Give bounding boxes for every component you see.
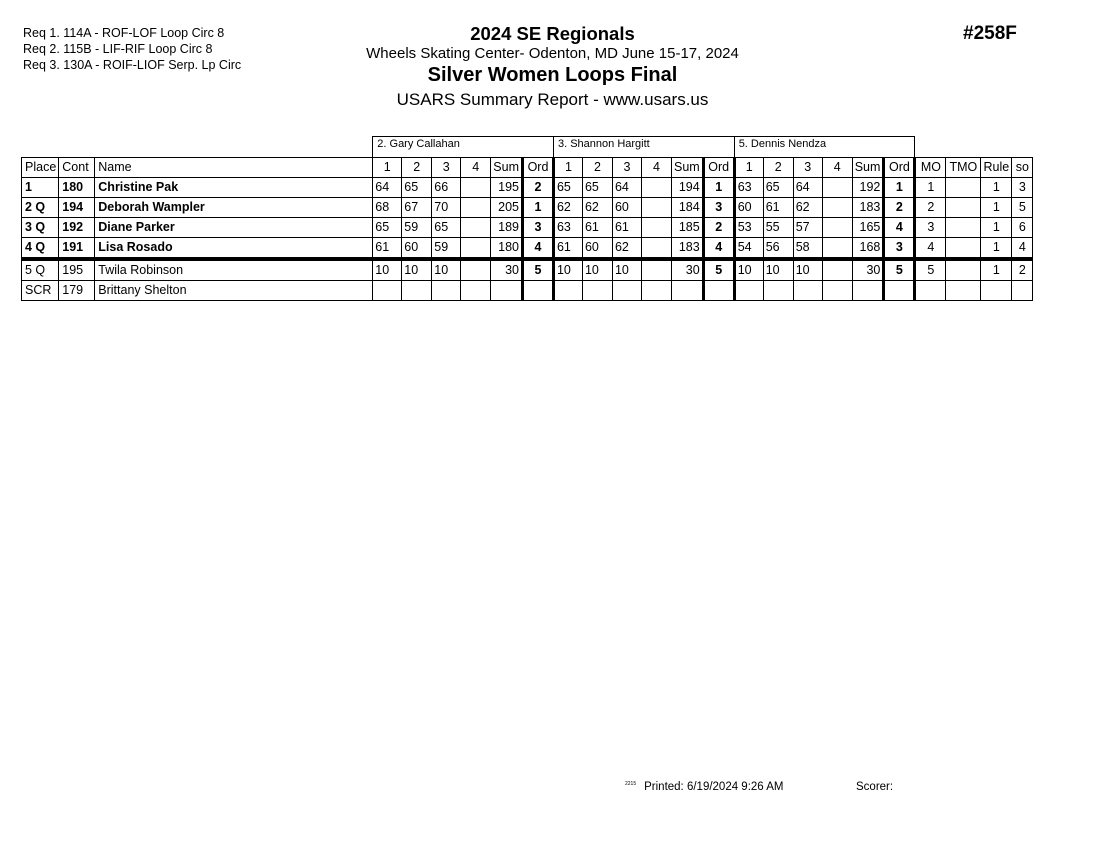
header-judge3-score-3: 3	[793, 158, 822, 178]
judge2-score-1-cell: 10	[553, 259, 582, 281]
judge3-score-4-cell	[822, 281, 852, 301]
requirement-2: Req 2. 115B - LIF-RIF Loop Circ 8	[23, 42, 213, 56]
judge1-sum-cell	[491, 281, 523, 301]
judge3-score-1-cell: 54	[734, 238, 763, 260]
judge-2-name: 3. Shannon Hargitt	[553, 137, 734, 158]
header-judge1-ord: Ord	[522, 158, 553, 178]
rule-cell: 1	[981, 238, 1012, 260]
header-judge3-score-1: 1	[734, 158, 763, 178]
judge2-score-2-cell: 10	[582, 259, 612, 281]
judge2-score-3-cell: 64	[612, 178, 641, 198]
judge1-sum-cell: 30	[491, 259, 523, 281]
skater-name-cell: Diane Parker	[95, 218, 373, 238]
judge2-score-4-cell	[641, 238, 671, 260]
judge3-sum-cell: 30	[852, 259, 884, 281]
header-judge3-sum: Sum	[852, 158, 884, 178]
judge1-score-2-cell: 65	[402, 178, 432, 198]
judge1-sum-cell: 195	[491, 178, 523, 198]
judge2-score-1-cell	[553, 281, 582, 301]
judge-3-name: 5. Dennis Nendza	[734, 137, 915, 158]
judge1-score-2-cell	[402, 281, 432, 301]
judge1-score-3-cell	[432, 281, 461, 301]
contestant-number-cell: 194	[59, 198, 95, 218]
header-judge1-score-4: 4	[461, 158, 491, 178]
tmo-cell	[946, 259, 981, 281]
judge2-score-4-cell	[641, 198, 671, 218]
judge2-sum-cell: 194	[671, 178, 703, 198]
judge1-score-1-cell: 65	[373, 218, 402, 238]
judge3-score-3-cell: 57	[793, 218, 822, 238]
judge1-ordinal-cell: 3	[522, 218, 553, 238]
judge3-sum-cell: 168	[852, 238, 884, 260]
results-table	[21, 136, 1033, 301]
judge1-ordinal-cell: 4	[522, 238, 553, 260]
judge1-ordinal-cell: 1	[522, 198, 553, 218]
judge3-score-3-cell	[793, 281, 822, 301]
judge1-score-3-cell: 66	[432, 178, 461, 198]
contestant-number-cell: 195	[59, 259, 95, 281]
judge1-score-3-cell: 65	[432, 218, 461, 238]
judge2-score-2-cell: 60	[582, 238, 612, 260]
judge2-score-1-cell: 63	[553, 218, 582, 238]
judge3-ordinal-cell	[884, 281, 915, 301]
judge3-score-4-cell	[822, 198, 852, 218]
contestant-number-cell: 192	[59, 218, 95, 238]
judge3-score-4-cell	[822, 178, 852, 198]
judge1-score-4-cell	[461, 178, 491, 198]
header-judge1-score-1: 1	[373, 158, 402, 178]
judge3-score-4-cell	[822, 218, 852, 238]
judge2-ordinal-cell: 3	[703, 198, 734, 218]
requirement-3: Req 3. 130A - ROIF-LIOF Serp. Lp Circ	[23, 58, 242, 72]
judge3-sum-cell	[852, 281, 884, 301]
contestant-number-cell: 180	[59, 178, 95, 198]
judge1-score-4-cell	[461, 238, 491, 260]
judge2-sum-cell: 185	[671, 218, 703, 238]
judge2-score-4-cell	[641, 281, 671, 301]
judge2-score-1-cell: 61	[553, 238, 582, 260]
judge2-score-2-cell	[582, 281, 612, 301]
judge2-ordinal-cell: 5	[703, 259, 734, 281]
tmo-cell	[946, 178, 981, 198]
judge1-score-3-cell: 59	[432, 238, 461, 260]
judge1-sum-cell: 189	[491, 218, 523, 238]
judge2-ordinal-cell	[703, 281, 734, 301]
judge3-score-4-cell	[822, 238, 852, 260]
rule-cell: 1	[981, 259, 1012, 281]
rule-cell: 1	[981, 218, 1012, 238]
requirements-list	[23, 25, 241, 73]
rule-cell: 1	[981, 178, 1012, 198]
judge1-score-1-cell	[373, 281, 402, 301]
header-judge2-score-1: 1	[553, 158, 582, 178]
judge2-ordinal-cell: 2	[703, 218, 734, 238]
table-row	[22, 198, 1033, 218]
header-judge3-ord: Ord	[884, 158, 915, 178]
table-row	[22, 259, 1033, 281]
mo-cell: 3	[915, 218, 946, 238]
judge1-score-1-cell: 64	[373, 178, 402, 198]
header-judge2-score-4: 4	[641, 158, 671, 178]
judge3-score-1-cell: 63	[734, 178, 763, 198]
judge2-score-2-cell: 65	[582, 178, 612, 198]
header-judge1-score-3: 3	[432, 158, 461, 178]
column-header-row	[22, 158, 1033, 178]
judge1-score-3-cell: 10	[432, 259, 461, 281]
so-cell	[1012, 281, 1033, 301]
place-cell: 2 Q	[22, 198, 59, 218]
judge3-score-1-cell	[734, 281, 763, 301]
judge3-score-1-cell: 60	[734, 198, 763, 218]
judge2-score-1-cell: 62	[553, 198, 582, 218]
judge1-score-2-cell: 60	[402, 238, 432, 260]
place-cell: 3 Q	[22, 218, 59, 238]
header-judge2-score-2: 2	[582, 158, 612, 178]
judge2-ordinal-cell: 4	[703, 238, 734, 260]
judge2-score-3-cell: 10	[612, 259, 641, 281]
header-judge3-score-2: 2	[763, 158, 793, 178]
judge3-ordinal-cell: 4	[884, 218, 915, 238]
tmo-cell	[946, 281, 981, 301]
table-row	[22, 218, 1033, 238]
printed-timestamp: Printed: 6/19/2024 9:26 AM	[644, 781, 784, 793]
judge1-score-4-cell	[461, 218, 491, 238]
header-judge1-sum: Sum	[491, 158, 523, 178]
header-so: so	[1012, 158, 1033, 178]
judge2-score-3-cell	[612, 281, 641, 301]
judge2-sum-cell: 184	[671, 198, 703, 218]
judge3-sum-cell: 165	[852, 218, 884, 238]
judge2-score-2-cell: 61	[582, 218, 612, 238]
mo-cell: 5	[915, 259, 946, 281]
skater-name-cell: Twila Robinson	[95, 259, 373, 281]
event-title: Silver Women Loops Final	[427, 64, 678, 86]
event-number: #258F	[963, 23, 1017, 44]
header-cont: Cont	[59, 158, 95, 178]
judge3-ordinal-cell: 1	[884, 178, 915, 198]
judge3-sum-cell: 192	[852, 178, 884, 198]
judge1-score-2-cell: 10	[402, 259, 432, 281]
judge-1-name: 2. Gary Callahan	[373, 137, 554, 158]
requirement-1: Req 1. 114A - ROF-LOF Loop Circ 8	[23, 26, 225, 40]
judge1-score-1-cell: 61	[373, 238, 402, 260]
rule-cell: 1	[981, 198, 1012, 218]
judge2-sum-cell: 183	[671, 238, 703, 260]
judge3-ordinal-cell: 5	[884, 259, 915, 281]
judge1-score-2-cell: 67	[402, 198, 432, 218]
judge2-ordinal-cell: 1	[703, 178, 734, 198]
judge3-score-3-cell: 58	[793, 238, 822, 260]
judge1-score-2-cell: 59	[402, 218, 432, 238]
judge3-score-1-cell: 53	[734, 218, 763, 238]
header-judge2-score-3: 3	[612, 158, 641, 178]
header-judge3-score-4: 4	[822, 158, 852, 178]
judge2-score-2-cell: 62	[582, 198, 612, 218]
judge2-score-4-cell	[641, 218, 671, 238]
judge1-sum-cell: 180	[491, 238, 523, 260]
skater-name-cell: Christine Pak	[95, 178, 373, 198]
judge1-ordinal-cell	[522, 281, 553, 301]
skater-name-cell: Lisa Rosado	[95, 238, 373, 260]
so-cell: 4	[1012, 238, 1033, 260]
place-cell: 4 Q	[22, 238, 59, 260]
judge3-score-1-cell: 10	[734, 259, 763, 281]
judge1-score-4-cell	[461, 198, 491, 218]
mo-cell: 1	[915, 178, 946, 198]
judge3-score-2-cell: 61	[763, 198, 793, 218]
tmo-cell	[946, 198, 981, 218]
judge3-score-4-cell	[822, 259, 852, 281]
header-judge2-ord: Ord	[703, 158, 734, 178]
judge3-sum-cell: 183	[852, 198, 884, 218]
table-row	[22, 178, 1033, 198]
header-judge2-sum: Sum	[671, 158, 703, 178]
rule-cell	[981, 281, 1012, 301]
judge1-sum-cell: 205	[491, 198, 523, 218]
table-row	[22, 281, 1033, 301]
mo-cell: 4	[915, 238, 946, 260]
judge3-score-2-cell: 10	[763, 259, 793, 281]
table-row	[22, 238, 1033, 260]
competition-title: 2024 SE Regionals	[470, 23, 635, 44]
judge1-ordinal-cell: 2	[522, 178, 553, 198]
header-name: Name	[95, 158, 373, 178]
judge3-score-3-cell: 62	[793, 198, 822, 218]
report-title: USARS Summary Report - www.usars.us	[396, 90, 709, 109]
so-cell: 2	[1012, 259, 1033, 281]
skater-name-cell: Brittany Shelton	[95, 281, 373, 301]
judge1-score-4-cell	[461, 259, 491, 281]
judge2-sum-cell	[671, 281, 703, 301]
so-cell: 3	[1012, 178, 1033, 198]
header-judge1-score-2: 2	[402, 158, 432, 178]
mo-cell: 2	[915, 198, 946, 218]
tmo-cell	[946, 218, 981, 238]
place-cell: 1	[22, 178, 59, 198]
header-rule: Rule	[981, 158, 1012, 178]
judge1-score-3-cell: 70	[432, 198, 461, 218]
report-code: 2215	[625, 781, 637, 787]
judge2-score-1-cell: 65	[553, 178, 582, 198]
header-place: Place	[22, 158, 59, 178]
skater-name-cell: Deborah Wampler	[95, 198, 373, 218]
judge2-score-3-cell: 61	[612, 218, 641, 238]
judge1-score-4-cell	[461, 281, 491, 301]
judges-row	[22, 137, 1033, 158]
judge3-ordinal-cell: 2	[884, 198, 915, 218]
judge3-score-3-cell: 64	[793, 178, 822, 198]
judge2-score-3-cell: 60	[612, 198, 641, 218]
judge2-score-4-cell	[641, 178, 671, 198]
judge2-sum-cell: 30	[671, 259, 703, 281]
judge1-score-1-cell: 68	[373, 198, 402, 218]
scorer-label: Scorer:	[856, 781, 894, 793]
judge3-score-2-cell: 55	[763, 218, 793, 238]
judge2-score-4-cell	[641, 259, 671, 281]
print-info	[625, 781, 784, 793]
header-tmo: TMO	[946, 158, 981, 178]
contestant-number-cell: 191	[59, 238, 95, 260]
judge3-ordinal-cell: 3	[884, 238, 915, 260]
judge3-score-2-cell: 56	[763, 238, 793, 260]
mo-cell	[915, 281, 946, 301]
tmo-cell	[946, 238, 981, 260]
judge1-ordinal-cell: 5	[522, 259, 553, 281]
judge3-score-3-cell: 10	[793, 259, 822, 281]
judge3-score-2-cell: 65	[763, 178, 793, 198]
place-cell: SCR	[22, 281, 59, 301]
so-cell: 6	[1012, 218, 1033, 238]
judge3-score-2-cell	[763, 281, 793, 301]
so-cell: 5	[1012, 198, 1033, 218]
place-cell: 5 Q	[22, 259, 59, 281]
venue-date: Wheels Skating Center- Odenton, MD June 15-17, 2024	[366, 45, 739, 62]
judge1-score-1-cell: 10	[373, 259, 402, 281]
contestant-number-cell: 179	[59, 281, 95, 301]
judge2-score-3-cell: 62	[612, 238, 641, 260]
header-mo: MO	[915, 158, 946, 178]
